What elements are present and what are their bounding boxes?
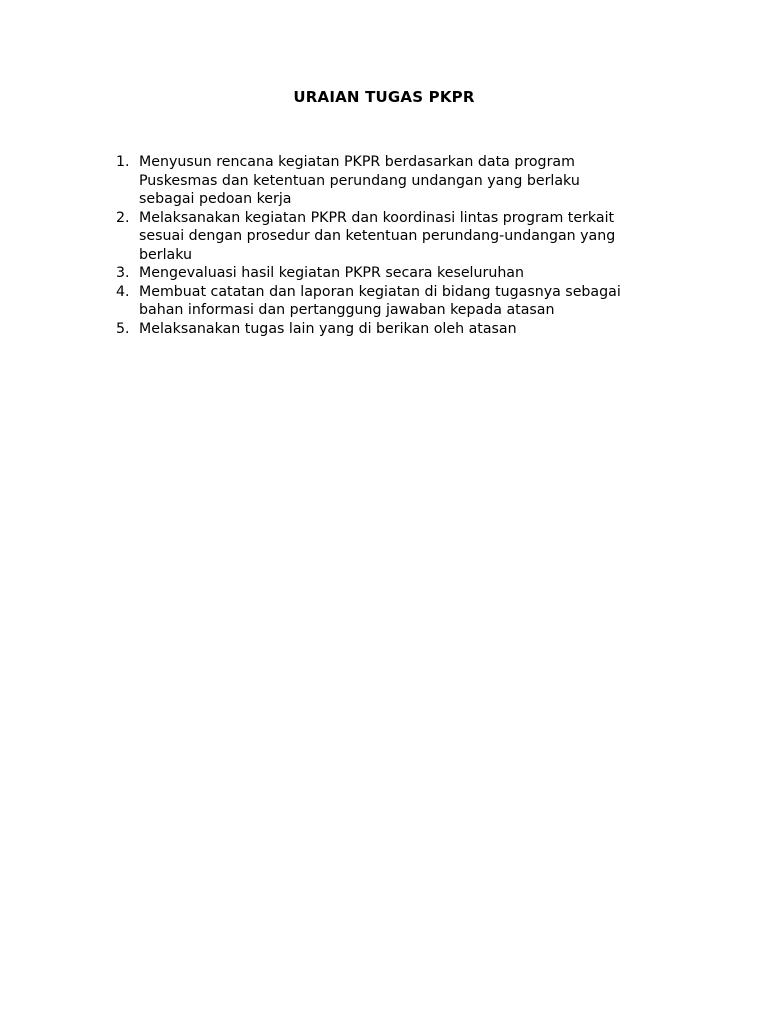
task-item-3 xyxy=(112,264,692,283)
task-line: sebagai pedoan kerja xyxy=(139,191,292,207)
task-item-4 xyxy=(112,283,692,320)
task-number: 2. xyxy=(116,209,130,226)
task-line: Puskesmas dan ketentuan perundang undangan yang berlaku xyxy=(139,172,580,189)
document-title: URAIAN TUGAS PKPR xyxy=(293,88,475,106)
task-item-5 xyxy=(112,320,692,339)
task-number: 4. xyxy=(116,283,130,300)
task-item-1 xyxy=(112,153,692,209)
task-line: Melaksanakan tugas lain yang di berikan oleh atasan xyxy=(139,320,517,337)
task-number: 5. xyxy=(116,320,130,337)
task-number: 3. xyxy=(116,265,130,281)
task-line: Mengevaluasi hasil kegiatan PKPR secara keseluruhan xyxy=(139,265,524,281)
task-list xyxy=(112,153,692,338)
task-line: Menyusun rencana kegiatan PKPR berdasarkan data program xyxy=(139,154,575,170)
task-line: Membuat catatan dan laporan kegiatan di bidang tugasnya sebagai xyxy=(139,283,621,300)
task-line: berlaku xyxy=(139,246,192,263)
task-item-2 xyxy=(112,209,692,265)
task-line: Melaksanakan kegiatan PKPR dan koordinasi lintas program terkait xyxy=(139,209,615,226)
task-line: sesuai dengan prosedur dan ketentuan perundang-undangan yang xyxy=(139,228,616,244)
task-number: 1. xyxy=(116,154,130,170)
task-line: bahan informasi dan pertanggung jawaban kepada atasan xyxy=(139,302,555,318)
